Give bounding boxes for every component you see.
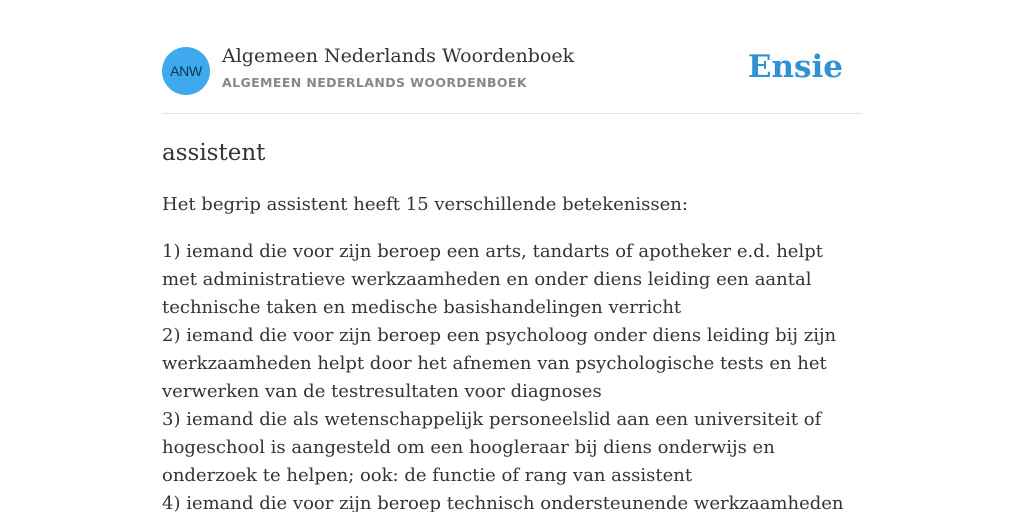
page — [162, 0, 862, 512]
source-logo-text: ANW — [170, 63, 202, 79]
source-header — [162, 0, 862, 114]
source-title[interactable]: Algemeen Nederlands Woordenboek — [222, 45, 575, 67]
ensie-logo-link[interactable]: Ensie — [747, 49, 843, 85]
definition-item: 2) iemand die voor zijn beroep een psycholoog onder diens leiding bij zijn werkzaamheden helpt door het afnemen van psychologische tests en het verwerken van de testresultaten voor diagnoses — [162, 325, 837, 402]
definition-item: 1) iemand die voor zijn beroep een arts, tandarts of apotheker e.d. helpt met administratieve werkzaamheden en onder diens leiding een aantal technische taken en medische basishandelingen verricht — [162, 241, 823, 318]
source-subtitle: ALGEMEEN NEDERLANDS WOORDENBOEK — [222, 75, 527, 90]
definition-list — [162, 238, 862, 512]
definition-item: 3) iemand die als wetenschappelijk personeelslid aan een universiteit of hogeschool is aangesteld om een hoogleraar bij diens onderwijs en onderzoek te helpen; ook: de functie of rang van assistent — [162, 409, 822, 486]
entry-content — [162, 139, 862, 512]
source-logo[interactable] — [162, 47, 210, 95]
entry-intro: Het begrip assistent heeft 15 verschillende betekenissen: — [162, 194, 688, 215]
definition-item: 4) iemand die voor zijn beroep technisch ondersteunende werkzaamheden — [162, 493, 844, 512]
entry-term: assistent — [162, 140, 266, 166]
